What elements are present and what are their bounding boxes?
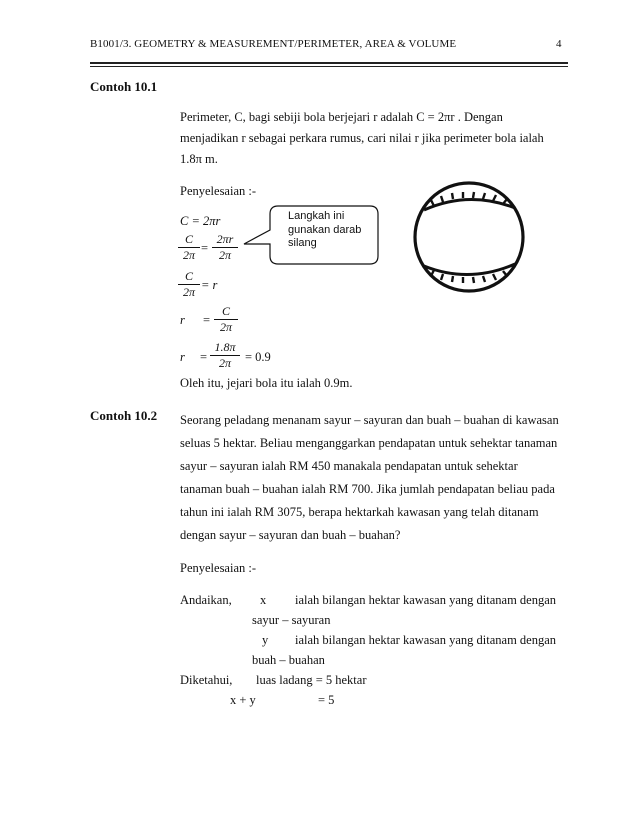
example-2-heading: Contoh 10.2 — [90, 408, 158, 423]
step-5-fraction — [210, 341, 240, 370]
step-2-right-denominator: 2π — [218, 248, 231, 262]
step-1-equation: C = 2πr — [180, 214, 221, 228]
step-3-denominator: 2π — [182, 285, 195, 299]
variable-x: x — [260, 593, 267, 607]
example-2-problem-line-1: Seorang peladang menanam sayur – sayuran dan buah – buahan di kawasan — [180, 413, 559, 427]
baseball-icon — [412, 180, 526, 294]
example-1-heading: Contoh 10.1 — [90, 79, 158, 94]
example-2-problem-line-5: tahun ini ialah RM 3075, berapa hektarkah kawasan yang telah ditanam — [180, 505, 539, 519]
example-1-problem-line-3: 1.8π m. — [180, 152, 218, 166]
given-label: Diketahui, — [180, 673, 233, 687]
step-5-lhs: r — [180, 350, 185, 364]
given-text: luas ladang = 5 hektar — [256, 673, 367, 687]
step-3-fraction — [178, 270, 200, 299]
header-title: B1001/3. GEOMETRY & MEASUREMENT/PERIMETER, AREA & VOLUME — [90, 38, 457, 50]
variable-y: y — [262, 633, 269, 647]
equation-lhs: x + y — [230, 693, 256, 707]
assume-label: Andaikan, — [180, 593, 232, 607]
example-2-problem-line-2: seluas 5 hektar. Beliau menganggarkan pendapatan untuk sehektar tanaman — [180, 436, 558, 450]
step-3-rhs: = r — [201, 278, 218, 292]
variable-x-description-1: ialah bilangan hektar kawasan yang ditanam dengan — [295, 593, 557, 607]
callout-text: Langkah ini gunakan darab silang — [288, 210, 362, 249]
step-5-equals: = — [200, 350, 208, 364]
example-2-problem-line-4: tanaman buah – buahan ialah RM 700. Jika jumlah pendapatan beliau pada — [180, 482, 555, 496]
step-4-equals: = — [203, 313, 211, 327]
step-2-left-fraction — [178, 233, 200, 262]
step-2-right-numerator: 2πr — [216, 232, 234, 246]
step-2-equals: = — [201, 241, 209, 255]
example-2-problem-line-3: sayur – sayuran ialah RM 450 manakala pendapatan untuk sehektar — [180, 459, 518, 473]
example-2-problem-line-6: dengan sayur – sayuran dan buah – buahan? — [180, 528, 401, 542]
step-5-result: = 0.9 — [245, 350, 271, 364]
step-4-fraction — [214, 305, 238, 334]
step-2-left-denominator: 2π — [182, 248, 195, 262]
example-2-solution-label: Penyelesaian :- — [180, 561, 257, 575]
variable-y-description-1: ialah bilangan hektar kawasan yang ditanam dengan — [295, 633, 557, 647]
step-3-numerator: C — [184, 269, 193, 283]
example-1-problem-line-1: Perimeter, C, bagi sebiji bola berjejari r adalah C = 2πr . Dengan — [180, 110, 503, 124]
header-rule-thin — [90, 66, 568, 67]
page-number: 4 — [556, 38, 562, 50]
header-rule-thick — [90, 62, 568, 64]
variable-y-description-2: buah – buahan — [252, 653, 325, 667]
example-1-conclusion: Oleh itu, jejari bola itu ialah 0.9m. — [180, 376, 353, 390]
step-4-denominator: 2π — [219, 320, 232, 334]
example-1-problem-line-2: menjadikan r sebagai perkara rumus, cari nilai r jika perimeter bola ialah — [180, 131, 544, 145]
variable-x-description-2: sayur – sayuran — [252, 613, 331, 627]
equation-rhs: = 5 — [318, 693, 335, 707]
step-5-denominator: 2π — [218, 356, 231, 370]
step-5-numerator: 1.8π — [214, 340, 236, 354]
step-2-left-numerator: C — [184, 232, 193, 246]
step-4-lhs: r — [180, 313, 185, 327]
example-1-solution-label: Penyelesaian :- — [180, 184, 257, 198]
step-2-right-fraction — [212, 233, 238, 262]
step-4-numerator: C — [221, 304, 230, 318]
